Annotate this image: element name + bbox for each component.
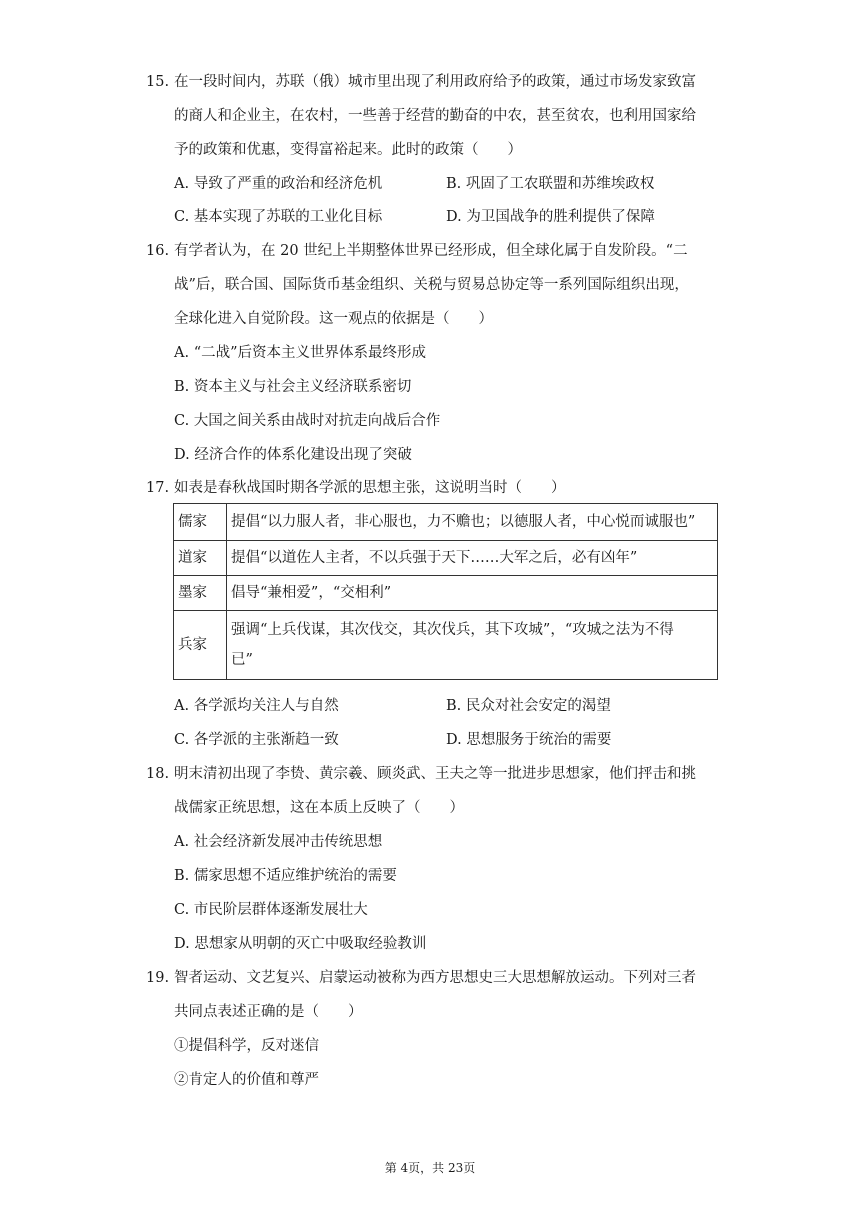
option-d: D. 思想家从明朝的灭亡中吸取经验教训 — [174, 936, 427, 952]
option-b: B. 民众对社会安定的渴望 — [446, 698, 611, 714]
doctrine-cell: 提倡“以道佐人主者，不以兵强于天下……大军之后，必有凶年” — [227, 541, 718, 576]
question-stem-line: 智者运动、文艺复兴、启蒙运动被称为西方思想史三大思想解放运动。下列对三者 — [174, 970, 696, 986]
school-cell: 兵家 — [174, 611, 227, 680]
question-stem-line: 全球化进入自觉阶段。这一观点的依据是（ ） — [174, 311, 493, 327]
option-c: C. 基本实现了苏联的工业化目标 — [174, 209, 383, 225]
schools-table — [173, 503, 718, 680]
doctrine-cell: 倡导“兼相爱”，“交相利” — [227, 576, 718, 611]
option-c: C. 市民阶层群体逐渐发展壮大 — [174, 902, 368, 918]
doctrine-cell: 提倡“以力服人者，非心服也，力不赡也；以德服人者，中心悦而诚服也” — [227, 504, 718, 541]
question-number: 19. — [146, 970, 170, 986]
question-stem-line: 明末清初出现了李贽、黄宗羲、顾炎武、王夫之等一批进步思想家，他们抨击和挑 — [174, 766, 696, 782]
doctrine-line: 已” — [231, 652, 253, 668]
option-a: A. 社会经济新发展冲击传统思想 — [174, 834, 383, 850]
statement-item: ①提倡科学，反对迷信 — [174, 1038, 319, 1054]
option-c: C. 各学派的主张渐趋一致 — [174, 732, 339, 748]
option-b: B. 儒家思想不适应维护统治的需要 — [174, 868, 397, 884]
statement-item: ②肯定人的价值和尊严 — [174, 1072, 319, 1088]
option-a: A. 导致了严重的政治和经济危机 — [174, 176, 383, 192]
option-c: C. 大国之间关系由战时对抗走向战后合作 — [174, 413, 441, 429]
question-stem-line: 有学者认为，在 20 世纪上半期整体世界已经形成，但全球化属于自发阶段。“二 — [174, 243, 688, 259]
option-d: D. 经济合作的体系化建设出现了突破 — [174, 447, 412, 463]
question-number: 18. — [146, 766, 170, 782]
question-stem-line: 战”后，联合国、国际货币基金组织、关税与贸易总协定等一系列国际组织出现， — [174, 277, 689, 293]
question-stem-line: 在一段时间内，苏联（俄）城市里出现了利用政府给予的政策，通过市场发家致富 — [174, 74, 696, 90]
option-b: B. 资本主义与社会主义经济联系密切 — [174, 379, 412, 395]
question-stem-line: 予的政策和优惠，变得富裕起来。此时的政策（ ） — [174, 142, 522, 158]
table-row — [174, 504, 718, 541]
table-row — [174, 541, 718, 576]
question-stem-line: 如表是春秋战国时期各学派的思想主张，这说明当时（ ） — [174, 480, 566, 496]
option-b: B. 巩固了工农联盟和苏维埃政权 — [446, 176, 655, 192]
table-row — [174, 576, 718, 611]
question-stem-line: 战儒家正统思想，这在本质上反映了（ ） — [174, 800, 464, 816]
page-footer: 第 4页，共 23页 — [384, 1161, 476, 1175]
option-d: D. 思想服务于统治的需要 — [446, 732, 612, 748]
table-row — [174, 611, 718, 680]
question-stem-line: 共同点表述正确的是（ ） — [174, 1004, 363, 1020]
option-a: A. 各学派均关注人与自然 — [174, 698, 339, 714]
school-cell: 道家 — [174, 541, 227, 576]
question-number: 15. — [146, 74, 170, 90]
school-cell: 儒家 — [174, 504, 227, 541]
school-cell: 墨家 — [174, 576, 227, 611]
question-stem-line: 的商人和企业主，在农村，一些善于经营的勤奋的中农，甚至贫农，也利用国家给 — [174, 108, 696, 124]
option-a: A. “二战”后资本主义世界体系最终形成 — [174, 345, 427, 361]
option-d: D. 为卫国战争的胜利提供了保障 — [446, 209, 655, 225]
question-number: 17. — [146, 480, 170, 496]
doctrine-line: 强调“上兵伐谋，其次伐交，其次伐兵，其下攻城”，“攻城之法为不得 — [231, 622, 674, 638]
question-number: 16. — [146, 243, 170, 259]
doctrine-cell — [227, 611, 718, 680]
